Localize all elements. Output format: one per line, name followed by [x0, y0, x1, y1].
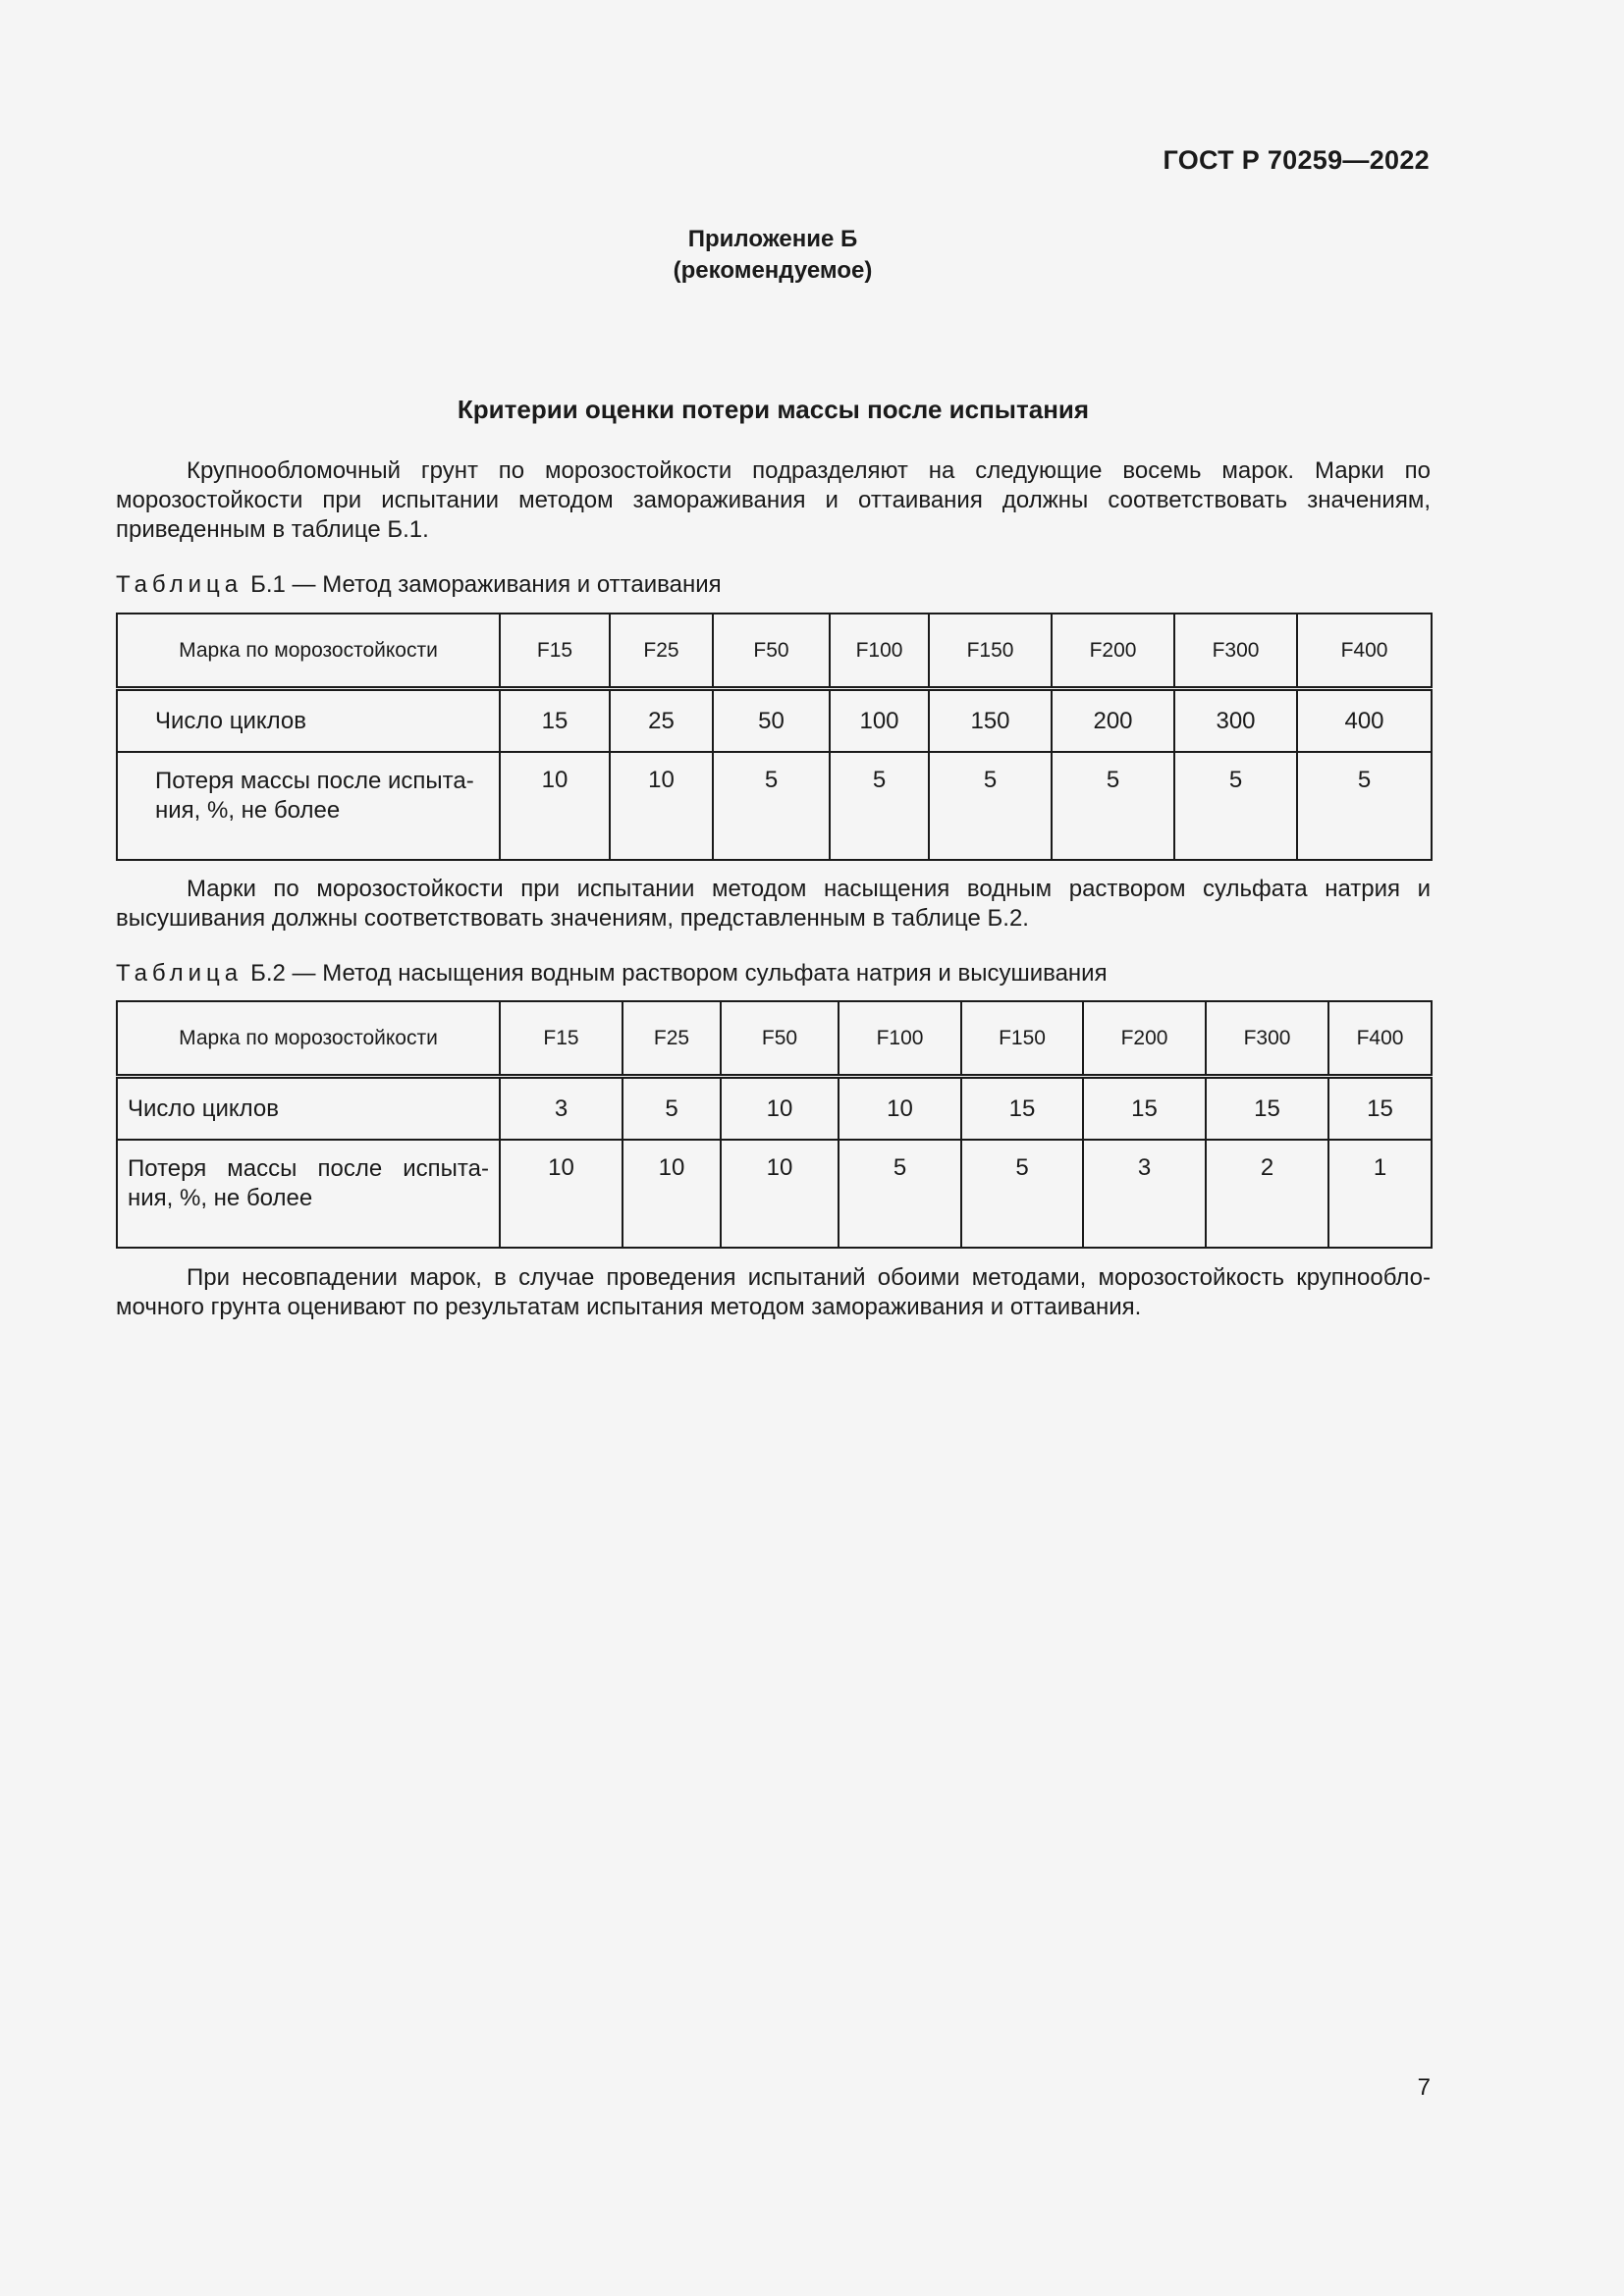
table-cell: 10 [500, 752, 610, 860]
table-cell: 15 [1328, 1077, 1432, 1141]
table-cell: 10 [721, 1140, 839, 1248]
table2-row-label: Число циклов [117, 1077, 500, 1141]
table-cell: 5 [830, 752, 929, 860]
table2-caption [116, 960, 1108, 988]
table-cell: 15 [1083, 1077, 1206, 1141]
table-cell: 3 [1083, 1140, 1206, 1248]
table-cell: 10 [839, 1077, 961, 1141]
table-cell: 200 [1052, 689, 1174, 753]
table2-grade-cell: F150 [961, 1001, 1083, 1077]
paragraph-conclusion: При несовпадении марок, в случае проведения испытаний обоими методами, морозостойкость крупнообло-мочного грунта оценивают по результатам испытания методом замораживания и оттаивания. [116, 1264, 1431, 1320]
table-cell: 3 [500, 1077, 623, 1141]
table1-row-label: Потеря массы после испыта-ния, %, не более [117, 752, 500, 860]
table2-caption-label: Таблица [116, 960, 244, 987]
table1-row-label: Число циклов [117, 689, 500, 753]
table2-grade-cell: F300 [1206, 1001, 1328, 1077]
table-cell: 5 [1052, 752, 1174, 860]
table1-row-cycles [117, 689, 1432, 753]
appendix-heading [0, 224, 1545, 287]
table1-grade-cell: F25 [610, 614, 713, 689]
table-cell: 10 [721, 1077, 839, 1141]
table1-grade-cell: F100 [830, 614, 929, 689]
table-cell: 15 [1206, 1077, 1328, 1141]
table1-grade-cell: F15 [500, 614, 610, 689]
table2-header-row [117, 1001, 1432, 1077]
table-cell: 100 [830, 689, 929, 753]
table1-grade-cell: F300 [1174, 614, 1297, 689]
paragraph-intro: Крупнообломочный грунт по морозостойкости подразделяют на следующие восемь марок. Марки по морозостойкости при испытании методом замораживания и оттаивания должны соответствовать значениям, приведенным в таблице Б.1. [116, 457, 1431, 543]
table-cell: 150 [929, 689, 1052, 753]
table1-header-label: Марка по морозостойкости [117, 614, 500, 689]
table1-grade-cell: F400 [1297, 614, 1432, 689]
appendix-title: Приложение Б [687, 226, 858, 252]
table-cell: 5 [839, 1140, 961, 1248]
table2 [116, 1000, 1433, 1249]
table2-row-mass-loss [117, 1140, 1432, 1248]
table2-grade-cell: F100 [839, 1001, 961, 1077]
table2-grade-cell: F400 [1328, 1001, 1432, 1077]
table2-grade-cell: F200 [1083, 1001, 1206, 1077]
table-cell: 5 [623, 1077, 721, 1141]
table-cell: 5 [1174, 752, 1297, 860]
table-cell: 5 [929, 752, 1052, 860]
table1 [116, 613, 1433, 861]
page-number: 7 [1417, 2074, 1431, 2101]
table2-grade-cell: F25 [623, 1001, 721, 1077]
table-cell: 1 [1328, 1140, 1432, 1248]
table-cell: 5 [1297, 752, 1432, 860]
table1-header-row [117, 614, 1432, 689]
table2-caption-text: Б.2 — Метод насыщения водным раствором сульфата натрия и высушивания [250, 960, 1108, 987]
table1-grade-cell: F50 [713, 614, 830, 689]
table-cell: 15 [500, 689, 610, 753]
table-cell: 300 [1174, 689, 1297, 753]
table-cell: 400 [1297, 689, 1432, 753]
table-cell: 15 [961, 1077, 1083, 1141]
table-cell: 25 [610, 689, 713, 753]
appendix-subtitle: (рекомендуемое) [673, 257, 873, 284]
table-cell: 5 [713, 752, 830, 860]
table-cell: 10 [610, 752, 713, 860]
table2-row-label: Потеря массы после испыта-ния, %, не более [117, 1140, 500, 1248]
document-code: ГОСТ Р 70259—2022 [1163, 145, 1430, 175]
section-title: Критерии оценки потери массы после испытания [457, 395, 1090, 424]
table2-grade-cell: F15 [500, 1001, 623, 1077]
table2-row-cycles [117, 1077, 1432, 1141]
table2-grade-cell: F50 [721, 1001, 839, 1077]
table-cell: 10 [623, 1140, 721, 1248]
table1-grade-cell: F150 [929, 614, 1052, 689]
table1-grade-cell: F200 [1052, 614, 1174, 689]
table2-header-label: Марка по морозостойкости [117, 1001, 500, 1077]
table1-caption-text: Б.1 — Метод замораживания и оттаивания [250, 571, 722, 598]
table1-row-mass-loss [117, 752, 1432, 860]
table1-caption-label: Таблица [116, 571, 244, 598]
table-cell: 50 [713, 689, 830, 753]
table-cell: 10 [500, 1140, 623, 1248]
table-cell: 5 [961, 1140, 1083, 1248]
table1-caption [116, 571, 722, 599]
paragraph-table2-intro: Марки по морозостойкости при испытании методом насыщения водным раствором сульфата натрия и высушивания должны соответствовать значениям, представленным в таблице Б.2. [116, 876, 1431, 932]
table-cell: 2 [1206, 1140, 1328, 1248]
